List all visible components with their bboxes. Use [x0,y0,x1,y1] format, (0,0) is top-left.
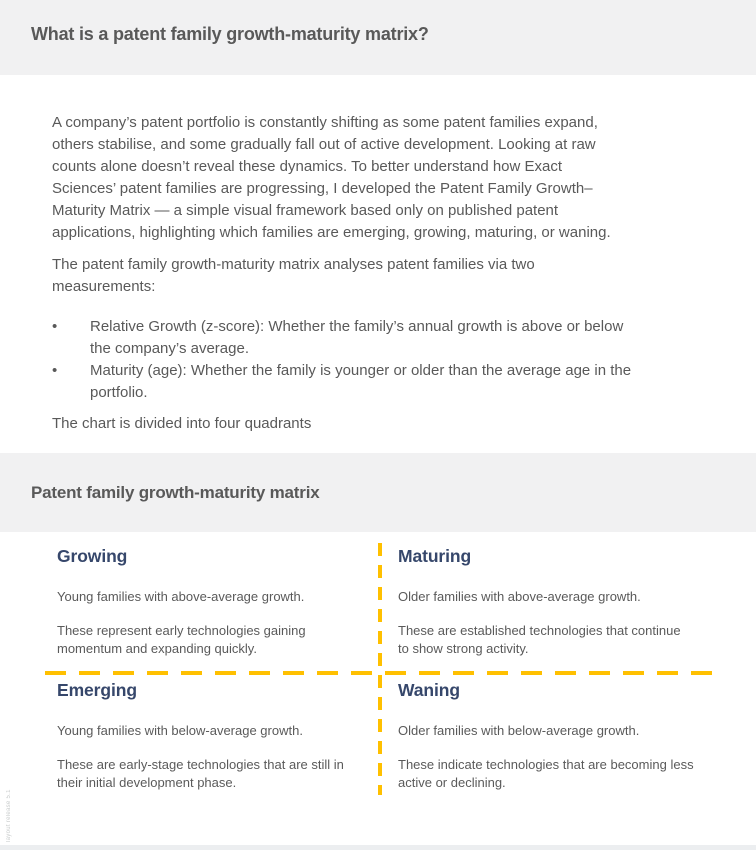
quadrant-description: These represent early technologies gaining momentum and expanding quickly. [57,622,306,656]
quadrant-summary: Young families with below-average growth. [57,723,303,738]
page-title: What is a patent family growth-maturity matrix? [31,24,429,44]
quadrant-maturing [398,546,728,659]
quadrant-title: Waning [398,680,460,700]
intro-paragraph-1: A company’s patent portfolio is constantly shifting as some patent families expand, others stabilise, and some gradually fall out of active development. Looking at raw counts alone doesn’t reveal these dynamics. To better understand how Exact Sciences’ patent families are progressing, I developed the Patent Family Growth– Maturity Matrix — a simple visual framework based only on published patent applications, highlighting which families are emerging, growing, maturing, or waning. [52,114,611,241]
quadrant-description: These are established technologies that continue to show strong activity. [398,622,681,656]
list-item-maturity [52,360,712,404]
bottom-strip [0,845,756,850]
quadrant-summary: Older families with above-average growth. [398,589,641,604]
quadrant-waning [398,680,728,793]
matrix-title: Patent family growth-maturity matrix [31,483,320,502]
quadrant-title: Emerging [57,680,137,700]
quadrant-description: These are early-stage technologies that are still in their initial development phase. [57,756,344,790]
list-item-text: Relative Growth (z-score): Whether the family’s annual growth is above or below the company’s average. [90,318,624,357]
intro-paragraph-2: The patent family growth-maturity matrix analyses patent families via two measurements: [52,256,535,295]
quadrant-description: These indicate technologies that are becoming less active or declining. [398,756,694,790]
list-item-relative-growth [52,316,712,360]
bullet-icon: • [52,362,58,379]
list-item-text: Maturity (age): Whether the family is younger or older than the average age in the portfolio. [90,362,632,401]
intro-paragraph-3: The chart is divided into four quadrants [52,415,312,432]
side-note: layout release 5.1 [6,789,12,842]
measurement-list [52,316,712,404]
matrix-horizontal-divider [45,671,723,675]
quadrant-summary: Young families with above-average growth. [57,589,305,604]
bullet-icon: • [52,318,58,335]
quadrant-title: Maturing [398,546,472,566]
quadrant-summary: Older families with below-average growth. [398,723,640,738]
quadrant-emerging [57,680,387,793]
quadrant-growing [57,546,387,659]
quadrant-title: Growing [57,546,128,566]
